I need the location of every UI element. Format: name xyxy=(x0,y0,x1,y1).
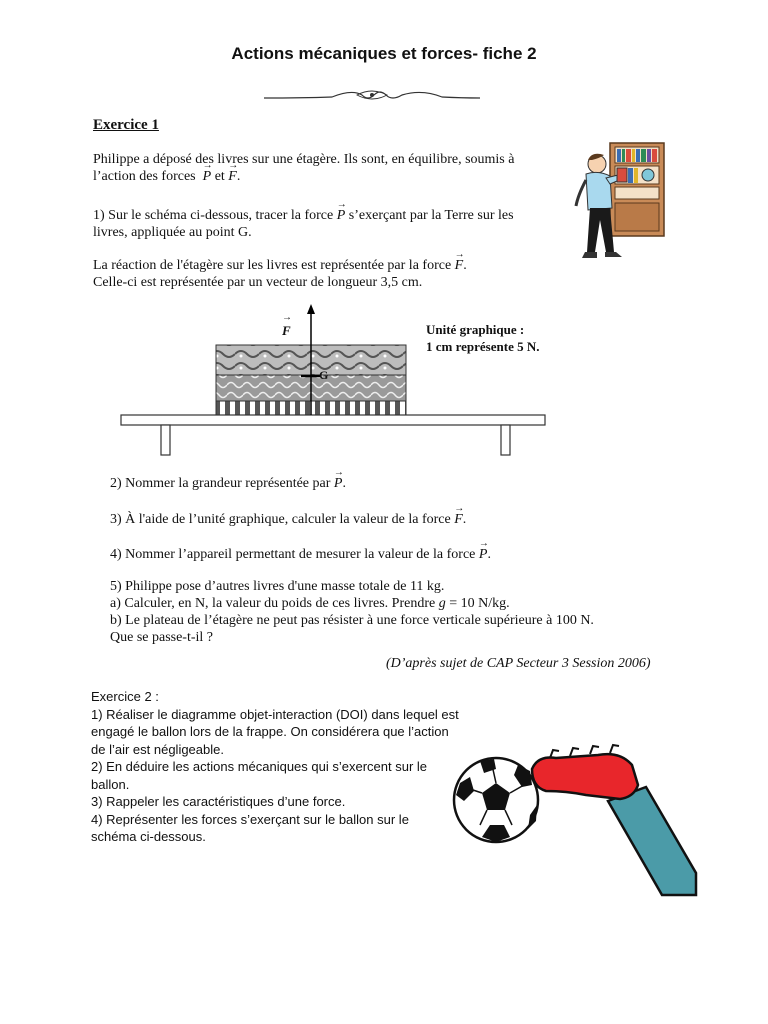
page-title: Actions mécaniques et forces- fiche 2 xyxy=(231,44,537,63)
vector-f: → F xyxy=(454,511,463,528)
intro-line-1: Philippe a déposé des livres sur une étagère. Ils sont, en équilibre, soumis à xyxy=(93,152,515,167)
question-1: 1) Sur le schéma ci-dessous, tracer la force → P s’exerçant par la Terre sur les livres, appliquée au point G. xyxy=(93,207,563,241)
decorative-divider xyxy=(262,85,482,105)
force-f-label: → F xyxy=(282,323,291,339)
vector-f: → F xyxy=(455,257,464,274)
shelf-support-right xyxy=(501,425,510,455)
red-shoe xyxy=(532,754,638,799)
graphic-unit-legend: Unité graphique : 1 cm représente 5 N. xyxy=(426,322,540,354)
question-2: 2) Nommer la grandeur représentée par → P. xyxy=(110,475,346,492)
man-at-bookcase-illustration xyxy=(570,140,670,265)
point-g-label: G xyxy=(319,368,329,382)
source-citation: (D’après sujet de CAP Secteur 3 Session 2006) xyxy=(386,656,651,671)
vector-p: → P xyxy=(337,207,346,224)
football-kick-illustration xyxy=(450,725,700,900)
vector-p: → P xyxy=(479,546,488,563)
shelf-board xyxy=(121,415,545,425)
vector-p: → P xyxy=(334,475,343,492)
exercise1-heading: Exercice 1 xyxy=(93,117,159,133)
question-5: 5) Philippe pose d’autres livres d'une masse totale de 11 kg. a) Calculer, en N, la valeur du poids de ces livres. Prendre g = 10 N/kg. b) Le plateau de l’étagère ne peut pas résister à une force verticale supérieure à 100 N. Que se passe-t-il ? xyxy=(110,579,594,645)
vector-f: → F xyxy=(228,168,237,185)
vector-p: → P xyxy=(203,168,212,185)
exercise2-heading: Exercice 2 : xyxy=(91,689,159,704)
soccer-ball xyxy=(454,758,538,842)
shelf-support-left xyxy=(161,425,170,455)
question-4: 4) Nommer l’appareil permettant de mesurer la valeur de la force → P. xyxy=(110,546,491,563)
exercise1-intro xyxy=(93,151,563,185)
player-leg xyxy=(608,787,696,895)
exercise2-text: Exercice 2 : 1) Réaliser le diagramme objet-interaction (DOI) dans lequel est engagé le ballon lors de la frappe. On considérera que l’action de l’air est négligeable. 2) En déduire les actions mécaniques qui s’exercent sur le ballon. 3) Rappeler les caractéristiques d’une force. 4) Représenter les forces s’exerçant sur le ballon sur le schéma ci-dessous. xyxy=(91,689,459,844)
intro-line-2: l’action des forces → P et → F. xyxy=(93,168,563,185)
question-3: 3) À l'aide de l’unité graphique, calculer la valeur de la force → F. xyxy=(110,511,466,528)
reaction-paragraph: La réaction de l'étagère sur les livres est représentée par la force → F. Celle-ci est représentée par un vecteur de longueur 3,5 cm. xyxy=(93,257,563,291)
